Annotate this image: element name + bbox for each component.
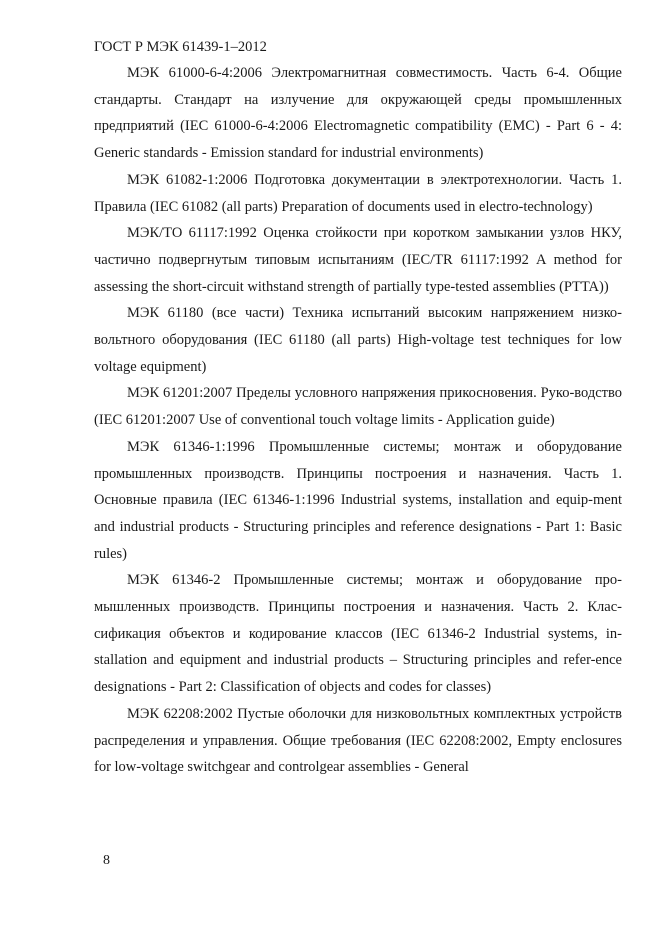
reference-paragraph: МЭК 62208:2002 Пустые оболочки для низковольтных комплектных устройств распределения и управления. Общие требования (IEC 62208:2002, Empty enclosures for low-voltage switchgear and controlgear assemblies - General <box>94 705 622 776</box>
reference-paragraph: МЭК 61000-6-4:2006 Электромагнитная совместимость. Часть 6-4. Общие стандарты. Стандарт на излучение для окружающей среды промышленных предприятий (IEC 61000-6-4:2006 Electromagnetic compatibility (EMC) - Part 6 - 4: Generic standards - Emission standard for industrial environments) <box>94 65 622 162</box>
document-header: ГОСТ Р МЭК 61439-1–2012 <box>94 39 267 55</box>
reference-paragraph: МЭК 61180 (все части) Техника испытаний высоким напряжением низко-вольтного оборудования (IEC 61180 (all parts) High-voltage test techniques for low voltage equipment) <box>94 305 622 375</box>
reference-paragraph: МЭК 61201:2007 Пределы условного напряжения прикосновения. Руко-водство (IEC 61201:2007 Use of conventional touch voltage limits - Application guide) <box>94 385 622 429</box>
reference-paragraph: МЭК 61346-1:1996 Промышленные системы; монтаж и оборудование промышленных производств. Принципы построения и назначения. Часть 1. Основные правила (IEC 61346-1:1996 Industrial systems, installation and equip-ment and industrial products - Structuring principles and reference designations - Part 1: Basic rules) <box>94 438 622 562</box>
page-number: 8 <box>103 853 110 868</box>
reference-paragraph: МЭК 61082-1:2006 Подготовка документации в электротехнологии. Часть 1. Правила (IEC 61082 (all parts) Preparation of documents used in electro-technology) <box>94 171 622 215</box>
reference-paragraph: МЭК 61346-2 Промышленные системы; монтаж и оборудование про-мышленных производств. Принципы построения и назначения. Часть 2. Клас-сификация объектов и кодирование классов (IEC 61346-2 Industrial systems, in-stallation and equipment and industrial products – Structuring principles and refer-ence designations - Part 2: Classification of objects and codes for classes) <box>94 572 622 696</box>
normative-references-list <box>94 60 622 781</box>
reference-paragraph: МЭК/ТО 61117:1992 Оценка стойкости при коротком замыкании узлов НКУ, частично подвергнутым типовым испытаниям (IEC/TR 61117:1992 A method for assessing the short-circuit withstand strength of partially type-tested assemblies (PTTA)) <box>94 225 622 295</box>
